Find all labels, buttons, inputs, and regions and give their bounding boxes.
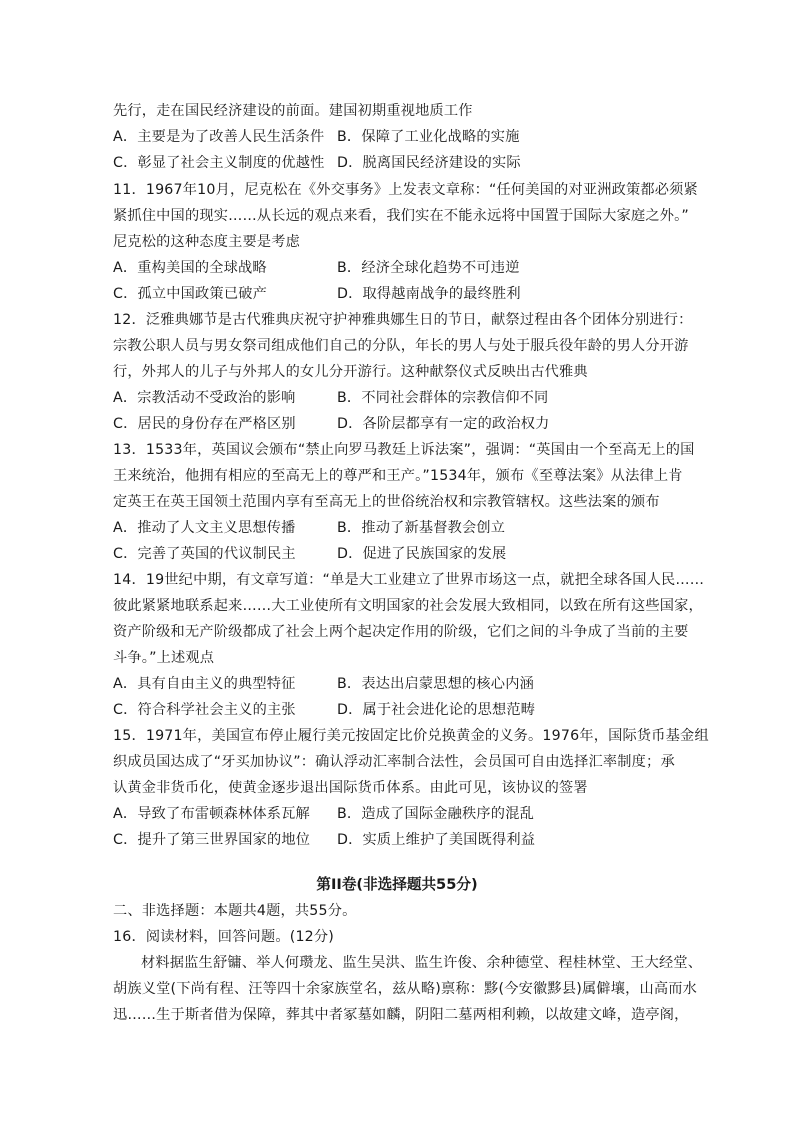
option-q14-d: D．属于社会进化论的思想范畴 (337, 702, 536, 718)
option-q11-d: D．取得越南战争的最终胜利 (337, 286, 521, 302)
option-q11-c: C．孤立中国政策已破产 (113, 286, 267, 302)
text-line: 尼克松的这种态度主要是考虑 (113, 234, 301, 250)
text-line: 定英王在英王国领土范围内享有至高无上的世俗统治权和宗教管辖权。这些法案的颁布 (113, 494, 660, 510)
text-line: 斗争。”上述观点 (113, 650, 215, 666)
option-q13-d: D．促进了民族国家的发展 (337, 546, 507, 562)
material-line: 迅……生于斯者借为保障，葬其中者冢墓如麟，阴阳二墓两相利赖，以故建文峰，造亭阁， (113, 1007, 689, 1023)
option-q10-a: A．主要是为了改善人民生活条件 (113, 129, 325, 145)
option-q12-d: D．各阶层都享有一定的政治权力 (337, 416, 550, 432)
option-q13-c: C．完善了英国的代议制民主 (113, 546, 296, 562)
option-q10-b: B．保障了工业化战略的实施 (337, 129, 520, 145)
option-q13-a: A．推动了人文主义思想传播 (113, 520, 296, 536)
material-line: 材料据监生舒镛、举人何瓒龙、监生吴洪、监生许俊、余种德堂、程桂林堂、王大经堂、 (141, 955, 703, 971)
option-q15-b: B．造成了国际金融秩序的混乱 (337, 806, 534, 822)
question-13: 13．1533年，英国议会颁布“禁止向罗马教廷上诉法案”，强调：“英国由一个至高无上的国 (113, 442, 695, 458)
option-q14-c: C．符合科学社会主义的主张 (113, 702, 296, 718)
option-q14-b: B．表达出启蒙思想的核心内涵 (337, 676, 534, 692)
question-11: 11．1967年10月，尼克松在《外交事务》上发表文章称：“任何美国的对亚洲政策都必须紧 (113, 182, 698, 198)
option-q14-a: A．具有自由主义的典型特征 (113, 676, 296, 692)
question-16: 16．阅读材料，回答问题。(12分) (113, 929, 335, 945)
option-q15-c: C．提升了第三世界国家的地位 (113, 832, 311, 848)
text-line: 资产阶级和无产阶级都成了社会上两个起决定作用的阶级，它们之间的斗争成了当前的主要 (113, 624, 689, 640)
text-line: 先行，走在国民经济建设的前面。建国初期重视地质工作 (113, 103, 473, 119)
option-q11-a: A．重构美国的全球战略 (113, 260, 267, 276)
option-q12-c: C．居民的身份存在严格区别 (113, 416, 296, 432)
question-14: 14．19世纪中期，有文章写道：“单是大工业建立了世界市场这一点，就把全球各国人民…… (113, 572, 705, 588)
text-line: 王来统治，他拥有相应的至高无上的尊严和王产。”1534年，颁布《至尊法案》从法律上肯 (113, 468, 683, 484)
text-line: 行，外邦人的儿子与外邦人的女儿分开游行。这种献祭仪式反映出古代雅典 (113, 364, 588, 380)
text-line: 织成员国达成了“牙买加协议”：确认浮动汇率制合法性，会员国可自由选择汇率制度；承 (113, 754, 675, 770)
question-15: 15．1971年，美国宣布停止履行美元按固定比价兑换黄金的义务。1976年，国际货币基金组 (113, 728, 709, 744)
option-q15-a: A．导致了布雷顿森林体系瓦解 (113, 806, 310, 822)
part2-title: 第II卷(非选择题共55分) (316, 876, 478, 893)
text-line: 紧抓住中国的现实……从长远的观点来看，我们实在不能永远将中国置于国际大家庭之外。” (113, 208, 689, 224)
text-line: 彼此紧紧地联系起来……大工业使所有文明国家的社会发展大致相同，以致在所有这些国家， (113, 598, 703, 614)
option-q11-b: B．经济全球化趋势不可违逆 (337, 260, 520, 276)
option-q15-d: D．实质上维护了美国既得利益 (337, 832, 536, 848)
option-q12-b: B．不同社会群体的宗教信仰不同 (337, 390, 549, 406)
option-q13-b: B．推动了新基督教会创立 (337, 520, 506, 536)
part2-intro: 二、非选择题：本题共4题，共55分。 (113, 903, 357, 919)
option-q12-a: A．宗教活动不受政治的影响 (113, 390, 296, 406)
option-q10-c: C．彰显了社会主义制度的优越性 (113, 155, 325, 171)
text-line: 宗教公职人员与男女祭司组成他们自己的分队，年长的男人与处于服兵役年龄的男人分开游 (113, 338, 689, 354)
question-12: 12．泛雅典娜节是古代雅典庆祝守护神雅典娜生日的节日，献祭过程由各个团体分别进行： (113, 312, 693, 328)
text-line: 认黄金非货币化，使黄金逐步退出国际货币体系。由此可见，该协议的签署 (113, 780, 588, 796)
option-q10-d: D．脱离国民经济建设的实际 (337, 155, 521, 171)
material-line: 胡族义堂(下尚有程、汪等四十余家族堂名，兹从略)禀称：黟(今安徽黟县)属僻壤，山高而水 (113, 981, 698, 997)
